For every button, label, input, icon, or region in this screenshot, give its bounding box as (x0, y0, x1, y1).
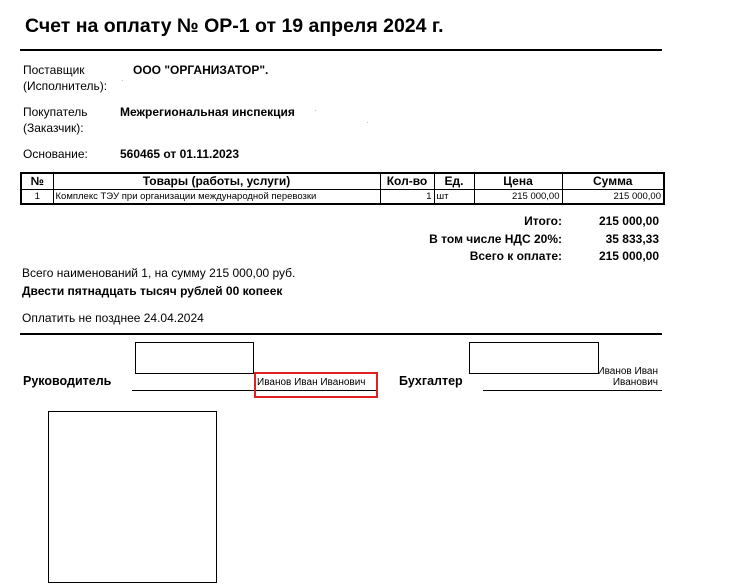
buyer-label-line2: (Заказчик): (23, 121, 84, 135)
basis-value: 560465 от 01.11.2023 (120, 147, 240, 161)
accountant-name-line2: Иванович (612, 377, 658, 388)
supplier-label-line2: (Исполнитель): (23, 79, 108, 93)
cell-price: 215 000,00 (474, 190, 562, 205)
items-table (20, 172, 665, 205)
accountant-name (560, 366, 658, 388)
col-header-num: № (21, 173, 53, 190)
vat-value: 35 833,33 (605, 232, 659, 246)
accountant-signature-line (483, 390, 662, 391)
cell-name: Комплекс ТЭУ при организации международной перевозки (53, 190, 380, 205)
supplier-label-line1: Поставщик (23, 63, 85, 77)
mark-dot: · (366, 118, 369, 127)
table-header-row (21, 173, 664, 190)
buyer-label (23, 104, 87, 136)
invoice-title: Счет на оплату № ОР-1 от 19 апреля 2024 г. (25, 15, 444, 37)
total-value: 215 000,00 (598, 214, 659, 228)
director-signature-box (135, 342, 254, 374)
accountant-label: Бухгалтер (399, 374, 463, 388)
accountant-name-line1: Иванов Иван (597, 366, 658, 377)
summary-count: Всего наименований 1, на сумму 215 000,00 руб. (22, 266, 296, 280)
mark-dot: · (314, 106, 317, 115)
signature-divider (20, 333, 662, 335)
col-header-sum: Сумма (562, 173, 664, 190)
vat-label: В том числе НДС 20%: (429, 232, 562, 246)
due-label: Всего к оплате: (469, 249, 562, 263)
mark-dot: · (121, 76, 124, 85)
cell-num: 1 (21, 190, 53, 205)
stamp-box (48, 411, 217, 583)
buyer-label-line1: Покупатель (23, 105, 88, 119)
amount-in-words: Двести пятнадцать тысяч рублей 00 копеек (22, 284, 283, 298)
col-header-qty: Кол-во (380, 173, 434, 190)
supplier-label (23, 62, 107, 94)
col-header-unit: Ед. (434, 173, 474, 190)
director-name: Иванов Иван Иванович (257, 377, 366, 388)
buyer-name: Межрегиональная инспекция (120, 105, 295, 119)
table-row (21, 190, 664, 205)
cell-qty: 1 (380, 190, 434, 205)
cell-unit: шт (434, 190, 474, 205)
total-label: Итого: (524, 214, 562, 228)
cell-sum: 215 000,00 (562, 190, 664, 205)
director-name-highlight (254, 372, 378, 398)
director-label: Руководитель (23, 374, 112, 388)
basis-label: Основание: (23, 147, 88, 161)
due-value: 215 000,00 (598, 249, 659, 263)
supplier-name: ООО "ОРГАНИЗАТОР". (133, 63, 269, 77)
pay-by-date: Оплатить не позднее 24.04.2024 (22, 311, 204, 325)
title-divider (20, 49, 662, 51)
col-header-price: Цена (474, 173, 562, 190)
col-header-goods: Товары (работы, услуги) (53, 173, 380, 190)
